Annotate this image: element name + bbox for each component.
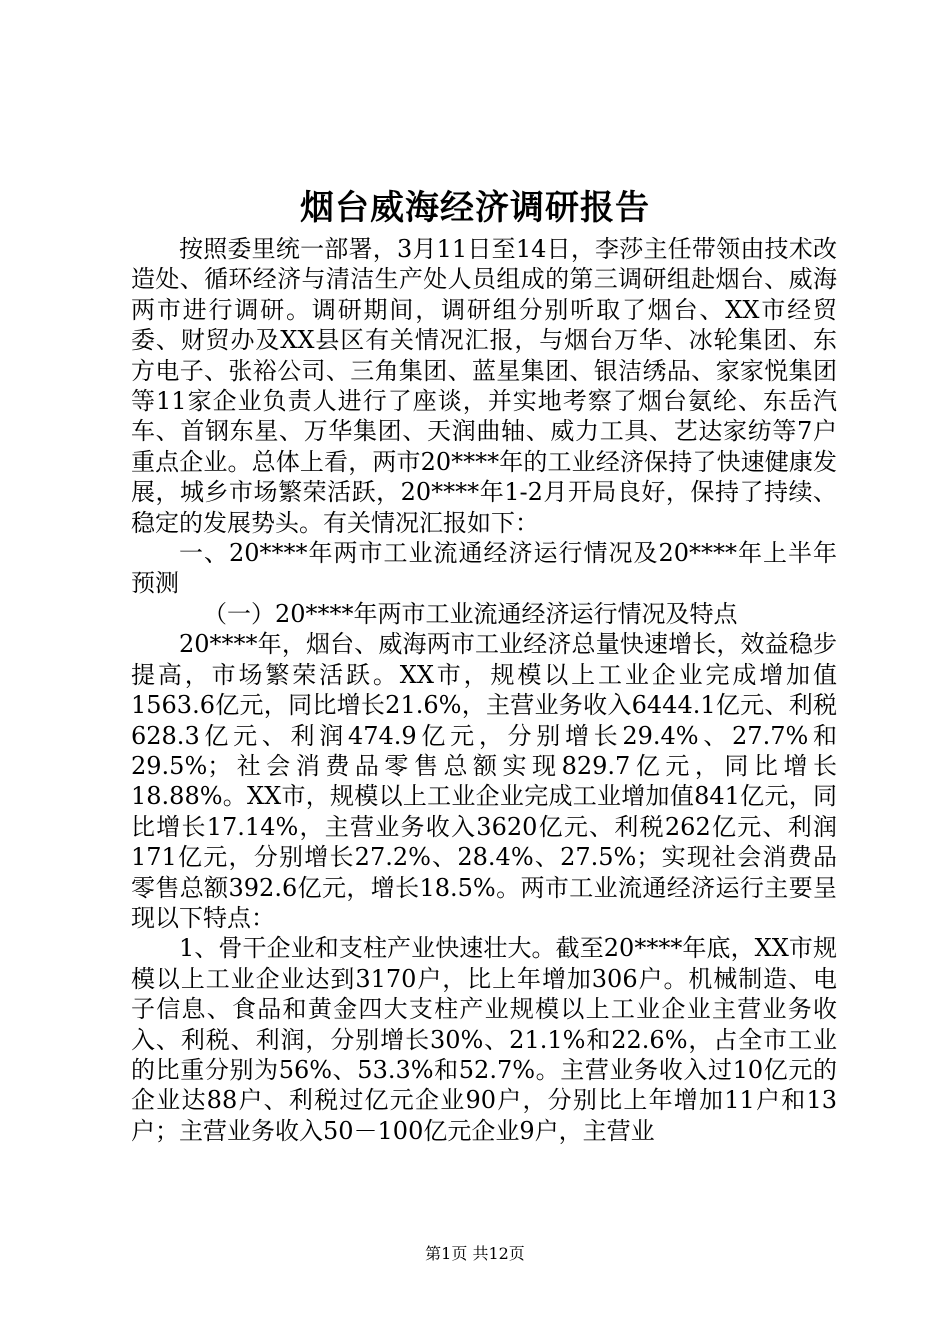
paragraph-point-1: 1、骨干企业和支柱产业快速壮大。截至20****年底，XX市规模以上工业企业达到3170户，比上年增加306户。机械制造、电子信息、食品和黄金四大支柱产业规模以上工业企业主营业务收入、利税、利润，分别增长30%、21.1%和22.6%，占全市工业的比重分别为56%、53.3%和52.7%。主营业务收入过10亿元的企业达88户、利税过亿元企业90户，分别比上年增加11户和13户；主营业务收入50－100亿元企业9户，主营业 [131, 934, 837, 1145]
document-body [131, 234, 837, 1146]
page-footer: 第1页 共12页 [425, 1244, 525, 1263]
paragraph-overview: 20****年，烟台、威海两市工业经济总量快速增长，效益稳步提高，市场繁荣活跃。XX市，规模以上工业企业完成增加值1563.6亿元，同比增长21.6%，主营业务收入6444.1亿元、利税628.3亿元、利润474.9亿元，分别增长29.4%、27.7%和29.5%；社会消费品零售总额实现829.7亿元，同比增长18.88%。XX市，规模以上工业企业完成工业增加值841亿元，同比增长17.14%，主营业务收入3620亿元、利税262亿元、利润171亿元，分别增长27.2%、28.4%、27.5%；实现社会消费品零售总额392.6亿元，增长18.5%。两市工业流通经济运行主要呈现以下特点： [131, 630, 837, 932]
paragraph-intro: 按照委里统一部署，3月11日至14日，李莎主任带领由技术改造处、循环经济与清洁生产处人员组成的第三调研组赴烟台、威海两市进行调研。调研期间，调研组分别听取了烟台、XX市经贸委、财贸办及XX县区有关情况汇报，与烟台万华、冰轮集团、东方电子、张裕公司、三角集团、蓝星集团、银洁绣品、家家悦集团等11家企业负责人进行了座谈，并实地考察了烟台氨纶、东岳汽车、首钢东星、万华集团、天润曲轴、威力工具、艺达家纺等7户重点企业。总体上看，两市20****年的工业经济保持了快速健康发展，城乡市场繁荣活跃，20****年1-2月开局良好，保持了持续、稳定的发展势头。有关情况汇报如下： [131, 235, 837, 537]
subsection-heading-1: （一）20****年两市工业流通经济运行情况及特点 [203, 599, 738, 628]
section-heading-1: 一、20****年两市工业流通经济运行情况及20****年上半年预测 [131, 539, 837, 598]
document-title: 烟台威海经济调研报告 [300, 188, 650, 228]
